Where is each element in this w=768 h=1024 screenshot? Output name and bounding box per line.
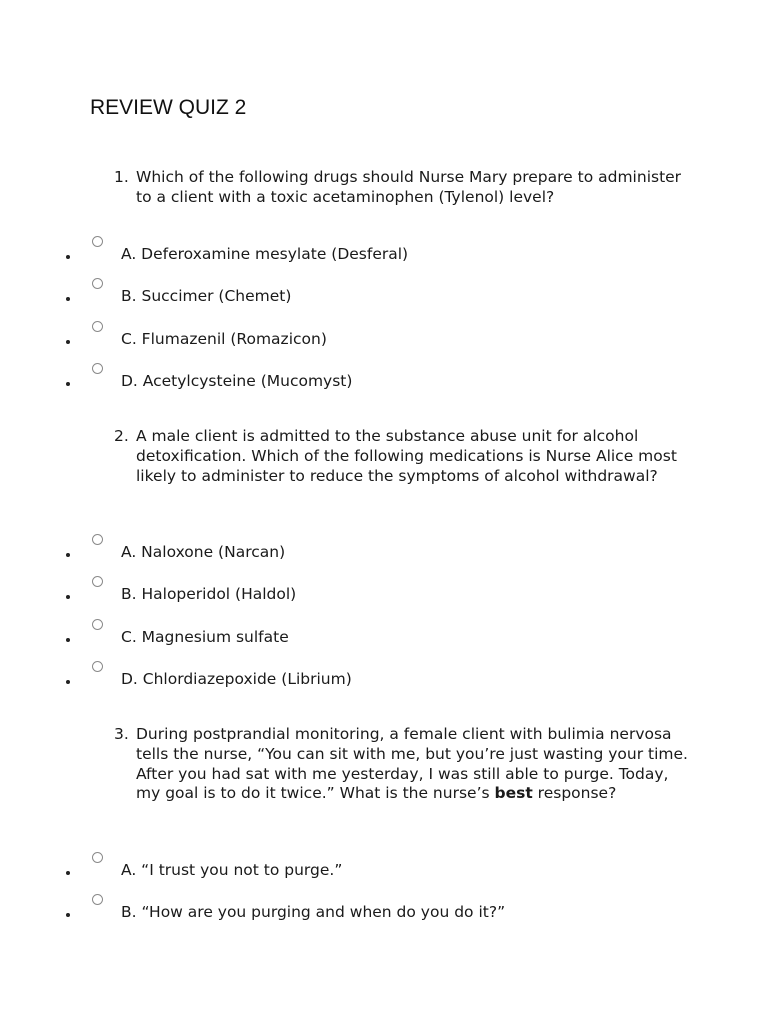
bullet-icon — [66, 680, 70, 684]
answer-option[interactable] — [0, 321, 700, 357]
bullet-icon — [66, 595, 70, 599]
bullet-icon — [66, 255, 70, 259]
question-1 — [114, 168, 694, 208]
option-label[interactable]: B. “How are you purging and when do you do it?” — [121, 903, 506, 921]
option-label[interactable]: B. Haloperidol (Haldol) — [121, 585, 297, 603]
page-title: REVIEW QUIZ 2 — [90, 96, 247, 119]
radio-button[interactable] — [92, 894, 103, 905]
question-3 — [114, 725, 694, 804]
option-label[interactable]: D. Acetylcysteine (Mucomyst) — [121, 372, 353, 390]
option-label[interactable]: C. Flumazenil (Romazicon) — [121, 330, 327, 348]
radio-button[interactable] — [92, 852, 103, 863]
radio-button[interactable] — [92, 534, 103, 545]
bullet-icon — [66, 553, 70, 557]
bullet-icon — [66, 382, 70, 386]
radio-button[interactable] — [92, 661, 103, 672]
bullet-icon — [66, 638, 70, 642]
option-label[interactable]: C. Magnesium sulfate — [121, 628, 289, 646]
bullet-icon — [66, 913, 70, 917]
radio-button[interactable] — [92, 576, 103, 587]
answer-option[interactable] — [0, 534, 700, 570]
radio-button[interactable] — [92, 619, 103, 630]
answer-option[interactable] — [0, 894, 700, 930]
option-label[interactable]: A. “I trust you not to purge.” — [121, 861, 343, 879]
bullet-icon — [66, 297, 70, 301]
question-number: 3. — [114, 725, 129, 743]
radio-button[interactable] — [92, 363, 103, 374]
option-label[interactable]: B. Succimer (Chemet) — [121, 287, 292, 305]
emphasis-best: best — [494, 784, 533, 803]
option-label[interactable]: D. Chlordiazepoxide (Librium) — [121, 670, 352, 688]
answer-option[interactable] — [0, 278, 700, 314]
answer-option[interactable] — [0, 363, 700, 399]
radio-button[interactable] — [92, 236, 103, 247]
bullet-icon — [66, 871, 70, 875]
answer-option[interactable] — [0, 576, 700, 612]
radio-button[interactable] — [92, 321, 103, 332]
answer-option[interactable] — [0, 619, 700, 655]
question-2 — [114, 427, 694, 486]
answer-option[interactable] — [0, 236, 700, 272]
question-text: During postprandial monitoring, a female client with bulimia nervosa tells the nurse, “You can sit with me, but you’re just wasting your time. After you had sat with me yesterday, I was still able to purge. Today, my goal is to do it twice.” What is the nurse’s best response? — [136, 725, 688, 803]
bullet-icon — [66, 340, 70, 344]
question-text: A male client is admitted to the substance abuse unit for alcohol detoxification. Which of the following medications is Nurse Alice most likely to administer to reduce the symptoms of alcohol withdrawal? — [136, 427, 677, 485]
answer-option[interactable] — [0, 852, 700, 888]
option-label[interactable]: A. Deferoxamine mesylate (Desferal) — [121, 245, 409, 263]
question-number: 1. — [114, 168, 129, 186]
question-text: Which of the following drugs should Nurse Mary prepare to administer to a client with a toxic acetaminophen (Tylenol) level? — [136, 168, 682, 206]
question-number: 2. — [114, 427, 129, 445]
radio-button[interactable] — [92, 278, 103, 289]
option-label[interactable]: A. Naloxone (Narcan) — [121, 543, 286, 561]
answer-option[interactable] — [0, 661, 700, 697]
